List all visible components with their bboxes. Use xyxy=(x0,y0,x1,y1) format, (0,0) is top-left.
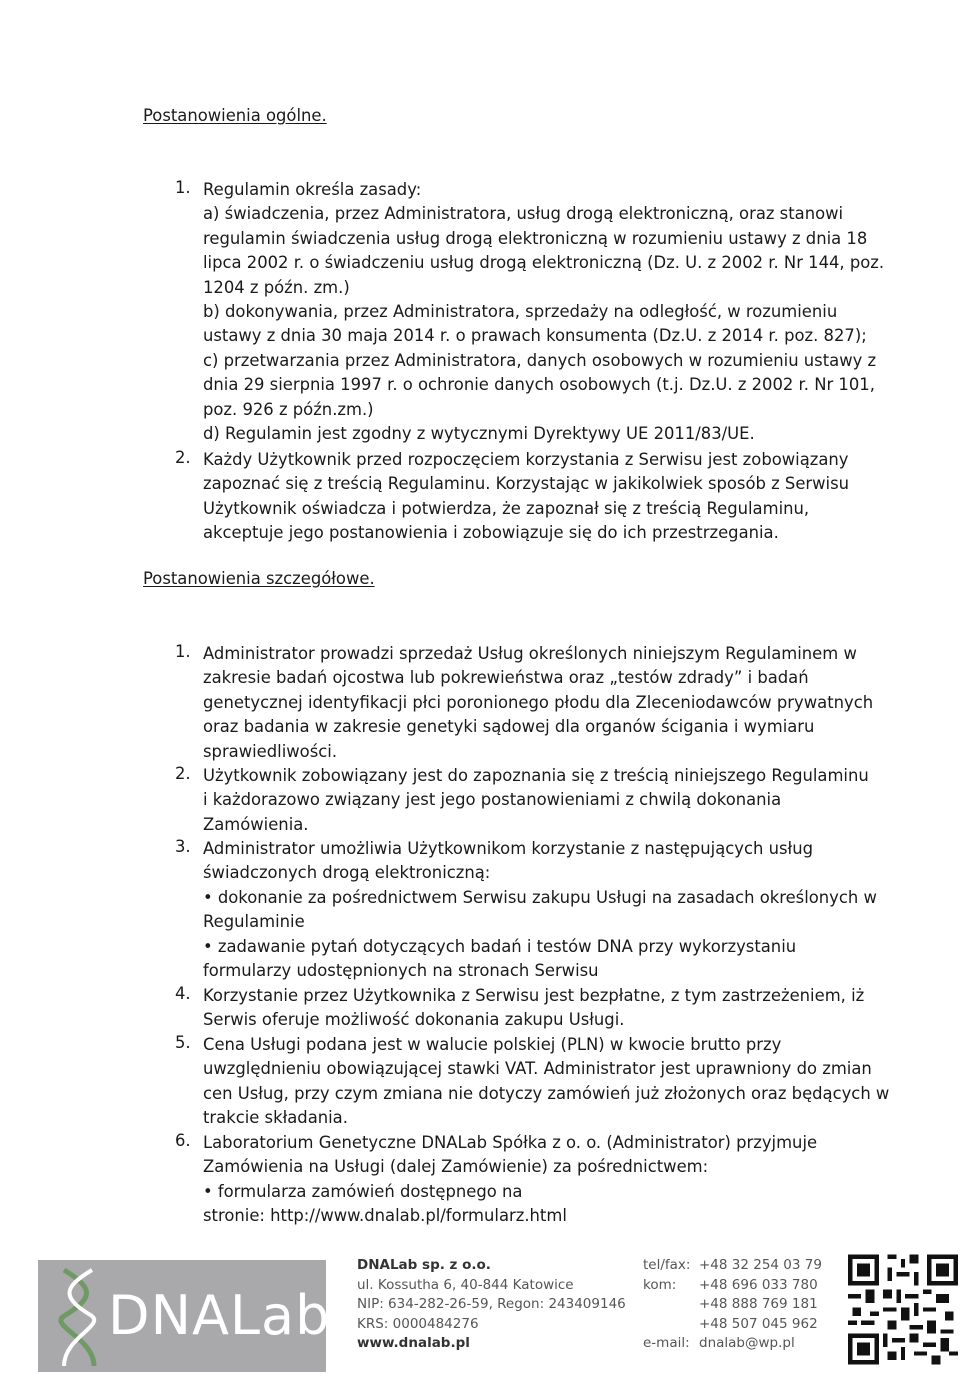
detailed-item-4 xyxy=(143,984,933,1033)
company-address: ul. Kossutha 6, 40-844 Katowice xyxy=(357,1276,574,1293)
item-line: d) Regulamin jest zgodny z wytycznymi Dyrektywy UE 2011/83/UE. xyxy=(203,424,755,444)
item-line: Administrator umożliwia Użytkownikom korzystanie z następujących usług xyxy=(203,839,813,858)
item-line: oraz badania w zakresie genetyki sądowej dla organów ścigania i wymiaru xyxy=(203,717,815,737)
form-url: stronie: http://www.dnalab.pl/formularz.html xyxy=(203,1206,567,1226)
item-line: Użytkownik oświadcza i potwierdza, że zapoznał się z treścią Regulaminu, xyxy=(203,498,810,518)
item-line: a) świadczenia, przez Administratora, usług drogą elektroniczną, oraz stanowi xyxy=(203,204,844,224)
item-line: sprawiedliwości. xyxy=(203,741,338,761)
item-line: poz. 926 z późn.zm.) xyxy=(203,399,374,419)
contact-value: +48 696 033 780 xyxy=(699,1276,818,1293)
item-line: 1204 z późn. zm.) xyxy=(203,277,350,297)
general-item-1 xyxy=(143,178,933,446)
item-line: Użytkownik zobowiązany jest do zapoznania się z treścią niniejszego Regulaminu xyxy=(203,766,869,785)
item-line: Zamówienia na Usługi (dalej Zamówienie) za pośrednictwem: xyxy=(203,1157,709,1177)
item-line: • dokonanie za pośrednictwem Serwisu zakupu Usługi na zasadach określonych w xyxy=(203,887,877,907)
item-line: zapoznać się z treścią Regulaminu. Korzystając w jakikolwiek sposób z Serwisu xyxy=(203,474,850,494)
item-number: 4. xyxy=(175,984,191,1003)
contact-value: dnalab@wp.pl xyxy=(699,1335,795,1352)
logo-text: DNALab xyxy=(108,1284,331,1347)
company-website: www.dnalab.pl xyxy=(357,1335,470,1352)
item-line: genetycznej identyfikacji płci poronionego płodu dla Zleceniodawców prywatnych xyxy=(203,692,874,712)
item-number: 2. xyxy=(175,764,191,783)
item-line: trakcie składania. xyxy=(203,1108,348,1128)
item-line: Regulaminie xyxy=(203,912,305,932)
item-line: formularzy udostępnionych na stronach Serwisu xyxy=(203,961,599,981)
dnalab-logo xyxy=(38,1260,331,1372)
general-item-2 xyxy=(143,448,933,546)
company-info xyxy=(357,1256,626,1354)
detailed-item-3 xyxy=(143,837,933,983)
company-krs: KRS: 0000484276 xyxy=(357,1315,479,1332)
contact-label: tel/fax: xyxy=(643,1257,691,1273)
item-line: akceptuje jego postanowienia i zobowiązuje się do ich przestrzegania. xyxy=(203,523,779,543)
item-line: i każdorazowo związany jest jego postanowieniami z chwilą dokonania xyxy=(203,790,782,810)
contact-value: +48 32 254 03 79 xyxy=(699,1257,822,1273)
item-line: Administrator prowadzi sprzedaż Usług określonych niniejszym Regulaminem w xyxy=(203,644,857,663)
detailed-item-2 xyxy=(143,764,933,837)
detailed-item-6 xyxy=(143,1131,933,1229)
item-number: 6. xyxy=(175,1131,191,1150)
contact-label: kom: xyxy=(643,1276,677,1293)
item-number: 5. xyxy=(175,1033,191,1052)
item-line: Każdy Użytkownik przed rozpoczęciem korzystania z Serwisu jest zobowiązany xyxy=(203,450,849,469)
item-number: 1. xyxy=(175,178,191,197)
letterhead-footer xyxy=(0,1248,960,1397)
item-line: Korzystanie przez Użytkownika z Serwisu jest bezpłatne, z tym zastrzeżeniem, iż xyxy=(203,986,865,1005)
item-number: 1. xyxy=(175,642,191,661)
item-line: Laboratorium Genetyczne DNALab Spółka z o. o. (Administrator) przyjmuje xyxy=(203,1133,818,1152)
company-nip-regon: NIP: 634-282-26-59, Regon: 243409146 xyxy=(357,1296,626,1313)
item-line: c) przetwarzania przez Administratora, danych osobowych w rozumieniu ustawy z xyxy=(203,350,877,370)
item-line: świadczonych drogą elektroniczną: xyxy=(203,863,491,883)
contact-value: +48 888 769 181 xyxy=(699,1296,818,1313)
detailed-item-1 xyxy=(143,642,933,764)
item-line: regulamin świadczenia usług drogą elektroniczną w rozumieniu ustawy z dnia 18 xyxy=(203,228,868,248)
detailed-provisions-heading: Postanowienia szczegółowe. xyxy=(143,569,375,588)
item-line: Cena Usługi podana jest w walucie polskiej (PLN) w kwocie brutto przy xyxy=(203,1035,782,1054)
company-name: DNALab sp. z o.o. xyxy=(357,1257,491,1273)
general-provisions-heading: Postanowienia ogólne. xyxy=(143,106,327,125)
dna-helix-icon xyxy=(54,1268,104,1368)
item-line: lipca 2002 r. o świadczeniu usług drogą elektroniczną (Dz. U. z 2002 r. Nr 144, poz. xyxy=(203,253,885,273)
item-number: 3. xyxy=(175,837,191,856)
item-line: • formularza zamówień dostępnego na xyxy=(203,1181,523,1201)
item-number: 2. xyxy=(175,448,191,467)
contact-value: +48 507 045 962 xyxy=(699,1315,818,1332)
item-line: zakresie badań ojcostwa lub pokrewieństwa oraz „testów zdrady” i badań xyxy=(203,668,809,688)
item-line: Regulamin określa zasady: xyxy=(203,180,422,199)
item-line: ustawy z dnia 30 maja 2014 r. o prawach konsumenta (Dz.U. z 2014 r. poz. 827); xyxy=(203,326,867,346)
contact-label: e-mail: xyxy=(643,1335,690,1352)
item-line: • zadawanie pytań dotyczących badań i testów DNA przy wykorzystaniu xyxy=(203,936,797,956)
item-line: Serwis oferuje możliwość dokonania zakupu Usługi. xyxy=(203,1010,625,1030)
item-line: Zamówienia. xyxy=(203,814,309,834)
item-line: b) dokonywania, przez Administratora, sprzedaży na odległość, w rozumieniu xyxy=(203,302,838,322)
item-line: dnia 29 sierpnia 1997 r. o ochronie danych osobowych (t.j. Dz.U. z 2002 r. Nr 101, xyxy=(203,375,875,395)
item-line: cen Usług, przy czym zmiana nie dotyczy zamówień już złożonych oraz będących w xyxy=(203,1083,890,1103)
item-line: uwzględnieniu obowiązującej stawki VAT. Administrator jest uprawniony do zmian xyxy=(203,1059,872,1079)
qr-code-icon xyxy=(848,1252,958,1367)
detailed-item-5 xyxy=(143,1033,933,1131)
